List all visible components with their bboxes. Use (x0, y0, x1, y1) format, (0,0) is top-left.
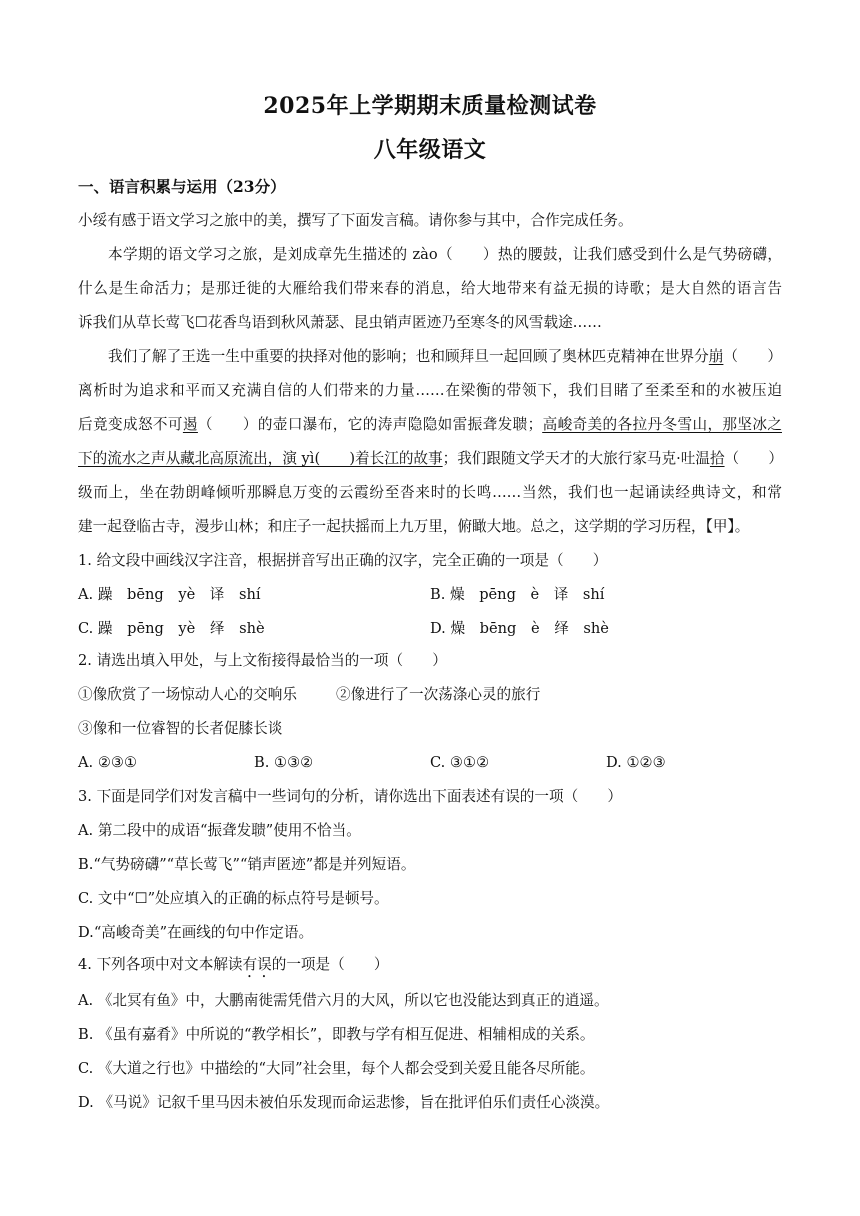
passage-line (78, 415, 782, 435)
passage-text: （ ）的壶口瀑布，它的涛声隐隐如雷振聋发聩； (197, 416, 543, 433)
passage-text: 我们了解了王选一生中重要的抉择对他的影响；也和顾拜旦一起回顾了奥林匹克精神在世界分 (108, 348, 709, 365)
q3-option-d[interactable]: D.“高峻奇美”在画线的句中作定语。 (78, 924, 314, 941)
passage-text: 后竟变成怒不可 (78, 416, 183, 433)
underlined-char: 拾 (709, 450, 725, 467)
section-intro: 小绥有感于语文学习之旅中的美，撰写了下面发言稿。请你参与其中，合作完成任务。 (78, 212, 633, 229)
underlined-char: 崩 (708, 348, 724, 365)
passage-text: ；我们跟随文学天才的大旅行家马克·吐温 (442, 450, 710, 467)
q4-option-d[interactable]: D. 《马说》记叙千里马因未被伯乐发现而命运悲惨，旨在批评伯乐们责任心淡漠。 (78, 1094, 610, 1111)
underlined-sentence: 下的流水之声从藏北高原流出，演 yì( )着长江的故事 (78, 450, 443, 467)
q1-option-a[interactable]: A. 躁 bēng yè 译 shí (78, 586, 261, 603)
q4-option-a[interactable]: A. 《北冥有鱼》中，大鹏南徙需凭借六月的大风，所以它也没能达到真正的逍遥。 (78, 992, 609, 1009)
question-3-stem: 3. 下面是同学们对发言稿中一些词句的分析，请你选出下面表述有误的一项（ ） (78, 788, 622, 805)
q2-sentence-2: ②像进行了一次荡涤心灵的旅行 (336, 686, 541, 703)
question-2-stem: 2. 请选出填入甲处，与上文衔接得最恰当的一项（ ） (78, 652, 447, 669)
exam-title: 2025年上学期期末质量检测试卷 (263, 93, 597, 119)
q2-option-d[interactable]: D. ①②③ (606, 754, 666, 771)
passage-text: （ ） (724, 450, 783, 467)
q3-option-a[interactable]: A. 第二段中的成语“振聋发聩”使用不恰当。 (78, 822, 361, 839)
q3-option-b[interactable]: B.“气势磅礴”“草长莺飞”“销声匿迹”都是并列短语。 (78, 856, 416, 873)
underlined-char: 遏 (182, 416, 198, 433)
q2-sentence-3: ③像和一位睿智的长者促膝长谈 (78, 720, 283, 737)
q4-stem-text: 的一项是（ ） (271, 956, 389, 973)
passage-line: 本学期的语文学习之旅，是刘成章先生描述的 zào（ ）热的腰鼓，让我们感受到什么是气势磅礴， (108, 246, 782, 263)
q2-option-b[interactable]: B. ①③② (254, 754, 314, 771)
section-heading: 一、语言积累与运用（23分） (78, 177, 286, 196)
q2-option-a[interactable]: A. ②③① (78, 754, 138, 771)
q3-option-c[interactable]: C. 文中“☐”处应填入的正确的标点符号是顿号。 (78, 890, 389, 907)
q1-option-d[interactable]: D. 燥 bēng è 绎 shè (430, 620, 609, 637)
underlined-sentence: 高峻奇美的各拉丹冬雪山，那坚冰之 (542, 416, 782, 433)
passage-line: 诉我们从草长莺飞☐花香鸟语到秋风萧瑟、昆虫销声匿迹乃至寒冬的风雪载途…… (78, 314, 602, 331)
question-4-stem (78, 955, 782, 981)
q1-option-b[interactable]: B. 燥 pēng è 译 shí (430, 586, 605, 603)
exam-subtitle: 八年级语文 (373, 137, 487, 163)
passage-text: （ ） (723, 348, 782, 365)
q4-option-b[interactable]: B. 《虽有嘉肴》中所说的“教学相长”，即教与学有相互促进、相辅相成的关系。 (78, 1026, 595, 1043)
passage-line: 建一起登临古寺，漫步山林；和庄子一起扶摇而上九万里，俯瞰大地。总之，这学期的学习历程，【甲】。 (78, 518, 750, 535)
passage-line: 什么是生命活力；是那迁徙的大雁给我们带来春的消息，给大地带来有益无损的诗歌；是大自然的语言告 (78, 280, 782, 297)
q4-stem-text: 4. 下列各项中对文本解读 (78, 956, 243, 973)
question-1-stem: 1. 给文段中画线汉字注音，根据拼音写出正确的汉字，完全正确的一项是（ ） (78, 552, 608, 569)
passage-line (78, 449, 782, 469)
q2-option-c[interactable]: C. ③①② (430, 754, 490, 771)
passage-line (108, 347, 782, 367)
q4-option-c[interactable]: C. 《大道之行也》中描绘的“大同”社会里，每个人都会受到关爱且能各尽所能。 (78, 1060, 595, 1077)
passage-line: 离析时为追求和平而又充满自信的人们带来的力量……在梁衡的带领下，我们目睹了至柔至和的水被压迫 (78, 382, 782, 399)
q1-option-c[interactable]: C. 躁 pēng yè 绎 shè (78, 620, 265, 637)
passage-line: 级而上，坐在勃朗峰倾听那瞬息万变的云霞纷至沓来时的长鸣……当然，我们也一起诵读经典诗文，和常 (78, 484, 782, 501)
q2-sentence-1: ①像欣赏了一场惊动人心的交响乐 (78, 686, 297, 703)
q4-emphasis: 有误 (242, 956, 272, 973)
